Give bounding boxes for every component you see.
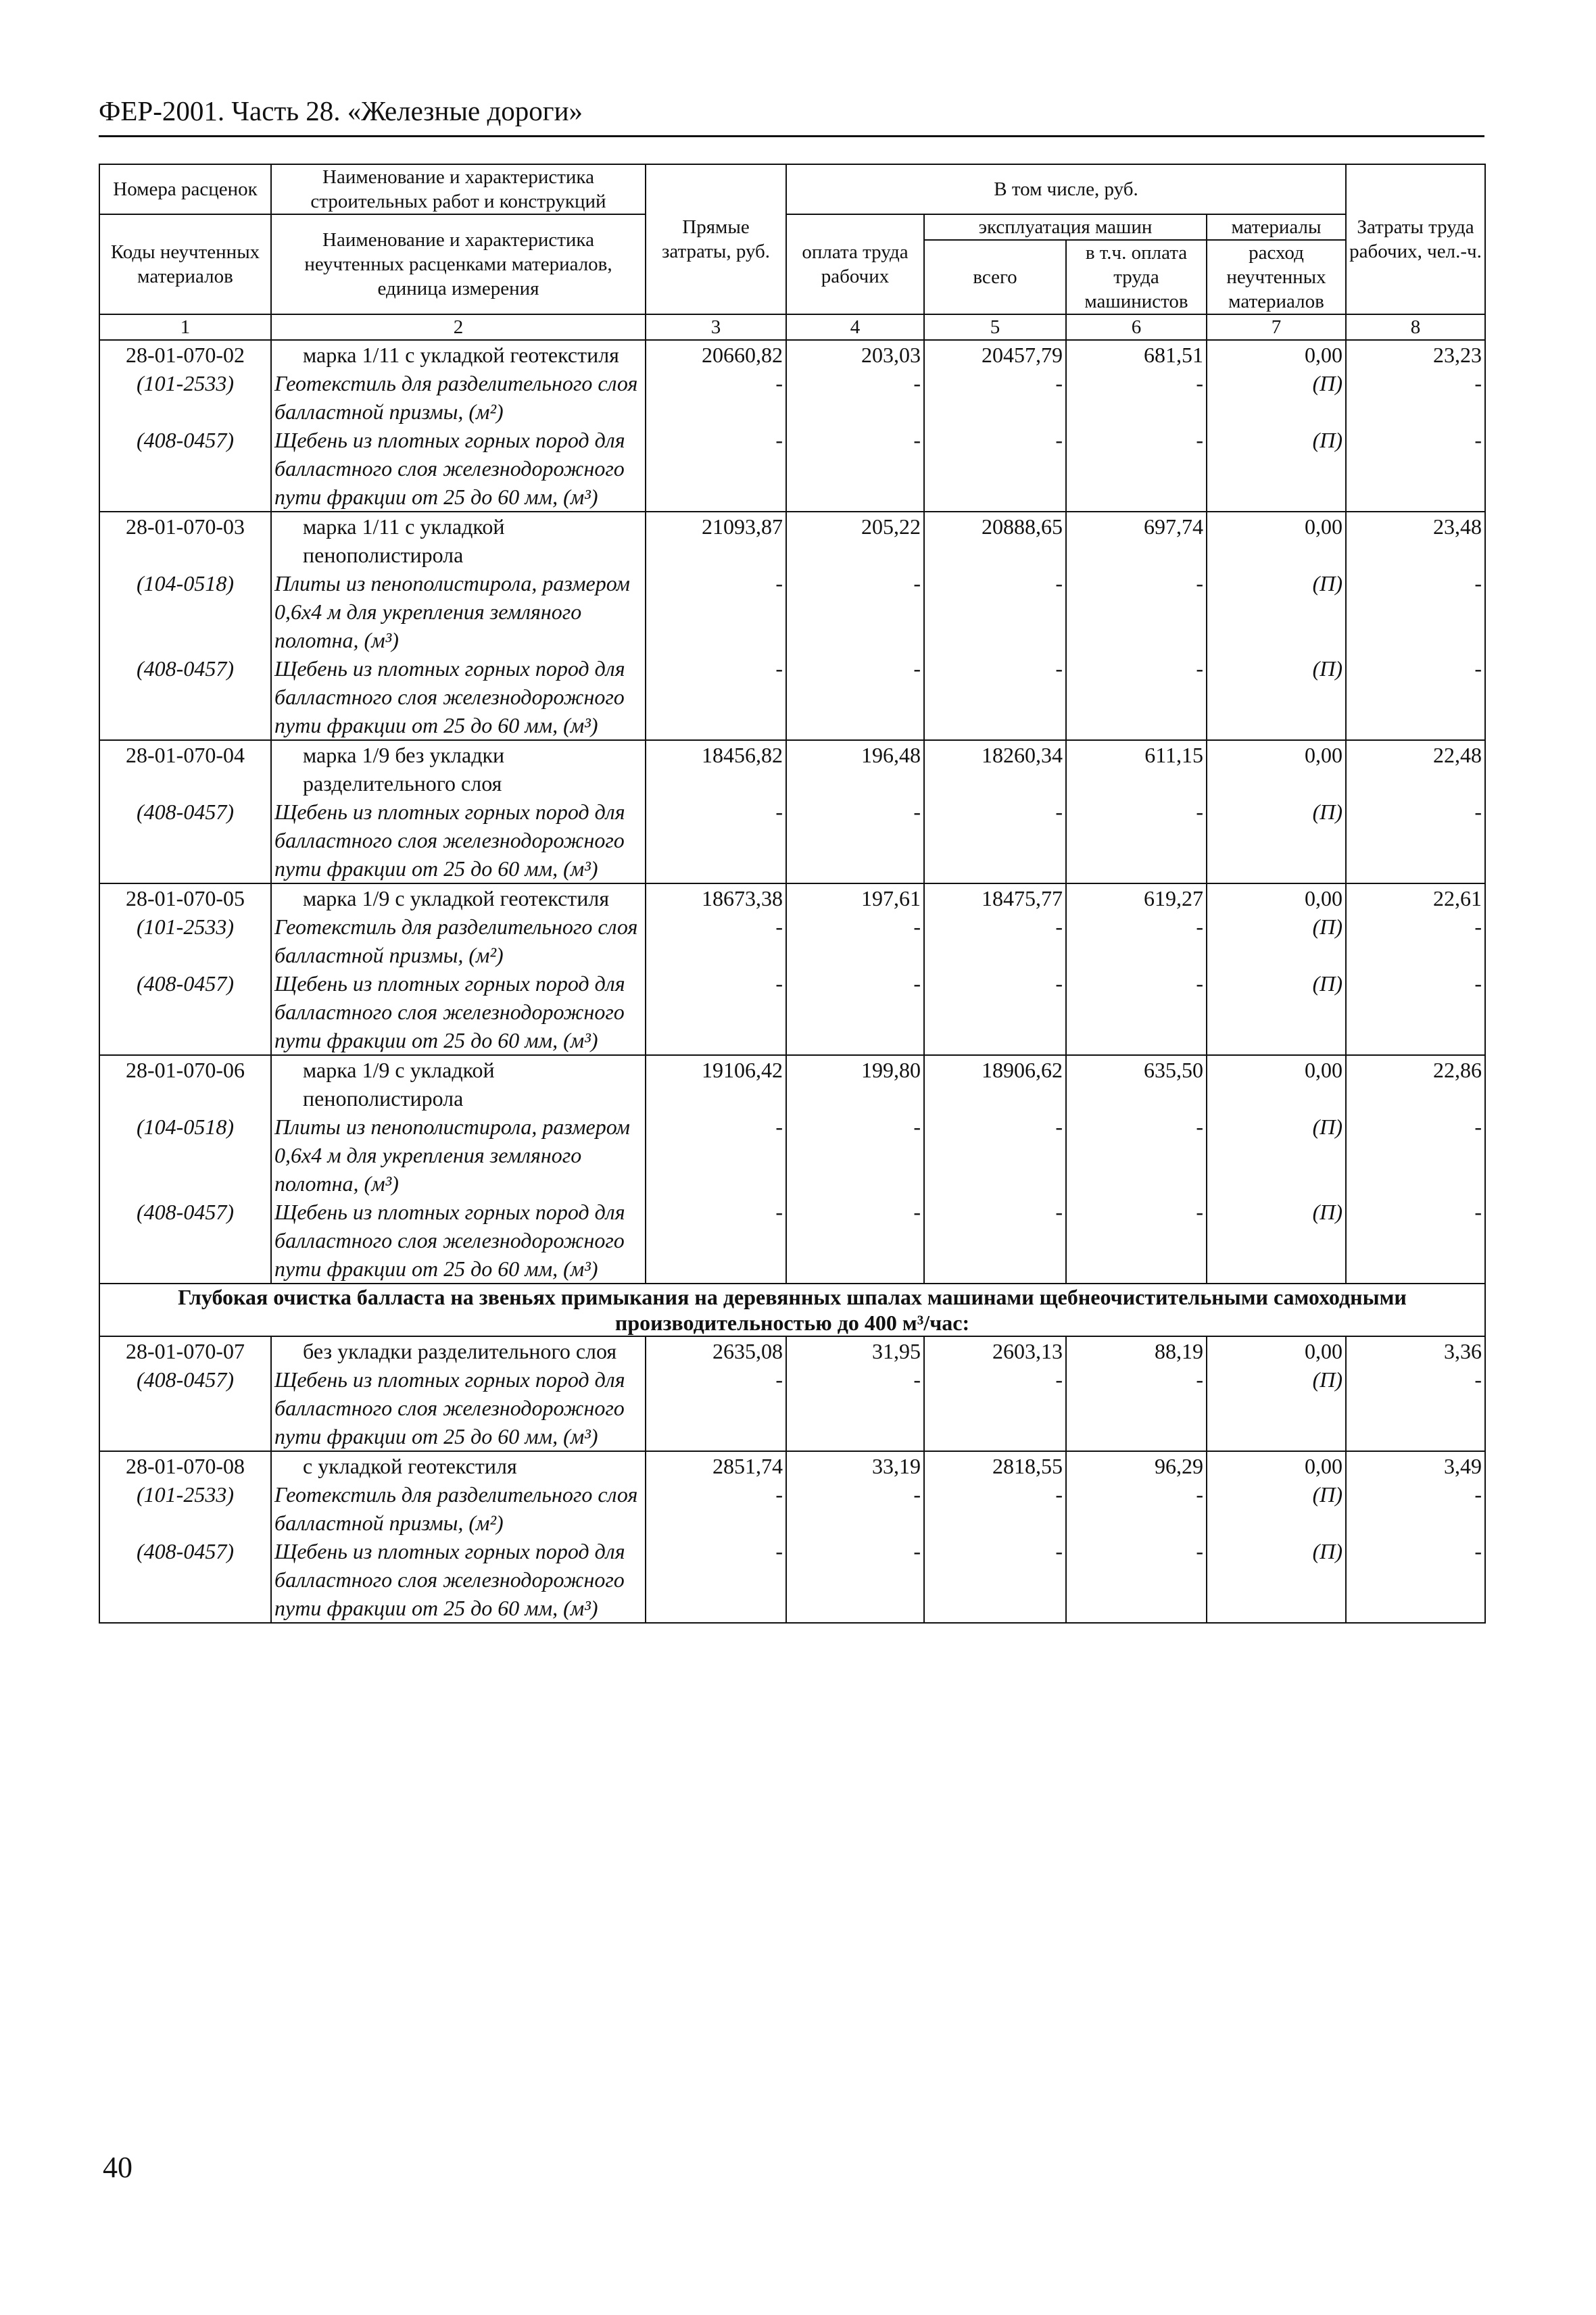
col-number: 3 <box>646 314 786 340</box>
rate-description: марка 1/9 с укладкой геотекстиля <box>271 883 646 912</box>
dash-cell: - <box>786 1365 924 1451</box>
direct-costs: 2635,08 <box>646 1336 786 1365</box>
materials-cost: 0,00 <box>1207 1055 1346 1113</box>
table-row <box>99 883 1485 912</box>
labor-hours: 3,36 <box>1346 1336 1485 1365</box>
dash-cell: - <box>924 1537 1066 1623</box>
dash-cell: - <box>786 912 924 969</box>
materials-cost: 0,00 <box>1207 340 1346 369</box>
dash-cell: - <box>924 798 1066 883</box>
materials-cost: 0,00 <box>1207 1451 1346 1480</box>
dash-cell: - <box>1066 654 1207 740</box>
dash-cell: - <box>786 1198 924 1284</box>
machines-header: эксплуатация машин <box>924 214 1207 240</box>
table-row <box>99 740 1485 798</box>
dash-cell: - <box>924 369 1066 426</box>
labor-hours: 3,49 <box>1346 1451 1485 1480</box>
p-mark: (П) <box>1207 1480 1346 1537</box>
labor-hours: 23,23 <box>1346 340 1485 369</box>
p-mark: (П) <box>1207 369 1346 426</box>
col-number: 4 <box>786 314 924 340</box>
p-mark: (П) <box>1207 1113 1346 1198</box>
machines-total: 2818,55 <box>924 1451 1066 1480</box>
dash-cell: - <box>786 969 924 1055</box>
table-row <box>99 512 1485 569</box>
dash-cell: - <box>924 569 1066 654</box>
dash-cell: - <box>1066 1113 1207 1198</box>
dash-cell: - <box>1066 969 1207 1055</box>
material-code: (101-2533) <box>99 912 271 969</box>
group-header: В том числе, руб. <box>786 164 1346 214</box>
dash-cell: - <box>646 1198 786 1284</box>
material-code: (408-0457) <box>99 426 271 512</box>
rate-description: марка 1/11 с укладкой пенополистирола <box>271 512 646 569</box>
p-mark: (П) <box>1207 912 1346 969</box>
col2-top: Наименование и характеристика строительных работ и конструкций <box>271 164 646 214</box>
col8-header: Затраты труда рабочих, чел.-ч. <box>1346 164 1485 314</box>
material-row <box>99 1480 1485 1537</box>
machines-total: 18260,34 <box>924 740 1066 798</box>
labor-pay: 196,48 <box>786 740 924 798</box>
col2-bottom: Наименование и характеристика неучтенных расценками материалов, единица измерения <box>271 214 646 314</box>
materials-cost: 0,00 <box>1207 1336 1346 1365</box>
machinist-pay: 635,50 <box>1066 1055 1207 1113</box>
material-code: (104-0518) <box>99 569 271 654</box>
material-description: Плиты из пенополистирола, размером 0,6х4 м для укрепления земляного полотна, (м³) <box>271 1113 646 1198</box>
labor-hours: 22,86 <box>1346 1055 1485 1113</box>
dash-cell: - <box>646 1365 786 1451</box>
dash-cell: - <box>1346 1113 1485 1198</box>
material-description: Щебень из плотных горных пород для балластного слоя железнодорожного пути фракции от 25 до 60 мм, (м³) <box>271 1198 646 1284</box>
dash-cell: - <box>646 426 786 512</box>
table-header <box>99 164 1485 340</box>
col-number: 2 <box>271 314 646 340</box>
dash-cell: - <box>924 654 1066 740</box>
dash-cell: - <box>1346 654 1485 740</box>
table-row <box>99 340 1485 369</box>
material-row <box>99 1113 1485 1198</box>
rate-code: 28-01-070-08 <box>99 1451 271 1480</box>
material-code: (408-0457) <box>99 1365 271 1451</box>
dash-cell: - <box>924 426 1066 512</box>
rate-code: 28-01-070-05 <box>99 883 271 912</box>
col-number: 6 <box>1066 314 1207 340</box>
rate-group <box>99 1451 1485 1623</box>
section-group <box>99 1284 1485 1336</box>
material-row <box>99 1198 1485 1284</box>
rate-description: марка 1/9 с укладкой пенополистирола <box>271 1055 646 1113</box>
machinist-pay: 619,27 <box>1066 883 1207 912</box>
dash-cell: - <box>1346 969 1485 1055</box>
rate-description: с укладкой геотекстиля <box>271 1451 646 1480</box>
material-row <box>99 426 1485 512</box>
p-mark: (П) <box>1207 654 1346 740</box>
column-numbers-row <box>99 314 1485 340</box>
dash-cell: - <box>646 798 786 883</box>
table-row <box>99 1451 1485 1480</box>
col5-header: всего <box>924 240 1066 314</box>
dash-cell: - <box>1346 1480 1485 1537</box>
rate-description: без укладки разделительного слоя <box>271 1336 646 1365</box>
dash-cell: - <box>1066 369 1207 426</box>
material-description: Геотекстиль для разделительного слоя балластной призмы, (м²) <box>271 369 646 426</box>
page-number: 40 <box>103 2151 132 2184</box>
material-code: (101-2533) <box>99 1480 271 1537</box>
dash-cell: - <box>1066 912 1207 969</box>
header-rule <box>99 135 1484 137</box>
col1-bottom: Коды неучтенных материалов <box>99 214 271 314</box>
rate-group <box>99 340 1485 512</box>
rate-group <box>99 1336 1485 1451</box>
material-code: (101-2533) <box>99 369 271 426</box>
machinist-pay: 611,15 <box>1066 740 1207 798</box>
p-mark: (П) <box>1207 426 1346 512</box>
material-code: (408-0457) <box>99 1198 271 1284</box>
material-row <box>99 369 1485 426</box>
dash-cell: - <box>924 912 1066 969</box>
material-code: (408-0457) <box>99 969 271 1055</box>
material-code: (408-0457) <box>99 798 271 883</box>
dash-cell: - <box>1346 369 1485 426</box>
labor-pay: 31,95 <box>786 1336 924 1365</box>
dash-cell: - <box>786 1480 924 1537</box>
col4-header: оплата труда рабочих <box>786 214 924 314</box>
col-number: 7 <box>1207 314 1346 340</box>
material-description: Щебень из плотных горных пород для балластного слоя железнодорожного пути фракции от 25 до 60 мм, (м³) <box>271 654 646 740</box>
material-code: (408-0457) <box>99 654 271 740</box>
p-mark: (П) <box>1207 1198 1346 1284</box>
rates-table <box>99 164 1486 1624</box>
dash-cell: - <box>646 912 786 969</box>
dash-cell: - <box>1346 426 1485 512</box>
material-description: Щебень из плотных горных пород для балластного слоя железнодорожного пути фракции от 25 до 60 мм, (м³) <box>271 1537 646 1623</box>
rate-code: 28-01-070-03 <box>99 512 271 569</box>
col7-header: расход неучтенных материалов <box>1207 240 1346 314</box>
dash-cell: - <box>924 1480 1066 1537</box>
labor-hours: 22,61 <box>1346 883 1485 912</box>
rate-code: 28-01-070-06 <box>99 1055 271 1113</box>
labor-hours: 22,48 <box>1346 740 1485 798</box>
machinist-pay: 96,29 <box>1066 1451 1207 1480</box>
col1-top: Номера расценок <box>99 164 271 214</box>
materials-cost: 0,00 <box>1207 512 1346 569</box>
rate-group <box>99 1055 1485 1284</box>
material-description: Щебень из плотных горных пород для балластного слоя железнодорожного пути фракции от 25 до 60 мм, (м³) <box>271 969 646 1055</box>
col-number: 8 <box>1346 314 1485 340</box>
p-mark: (П) <box>1207 969 1346 1055</box>
dash-cell: - <box>1346 798 1485 883</box>
dash-cell: - <box>786 798 924 883</box>
dash-cell: - <box>646 969 786 1055</box>
materials-header: материалы <box>1207 214 1346 240</box>
dash-cell: - <box>1066 798 1207 883</box>
material-description: Плиты из пенополистирола, размером 0,6х4 м для укрепления земляного полотна, (м³) <box>271 569 646 654</box>
col3-header: Прямые затраты, руб. <box>646 164 786 314</box>
dash-cell: - <box>786 569 924 654</box>
dash-cell: - <box>1066 1480 1207 1537</box>
direct-costs: 18673,38 <box>646 883 786 912</box>
dash-cell: - <box>1066 569 1207 654</box>
labor-pay: 199,80 <box>786 1055 924 1113</box>
machinist-pay: 681,51 <box>1066 340 1207 369</box>
dash-cell: - <box>1346 569 1485 654</box>
rate-code: 28-01-070-02 <box>99 340 271 369</box>
dash-cell: - <box>1346 1537 1485 1623</box>
machines-total: 18906,62 <box>924 1055 1066 1113</box>
labor-pay: 203,03 <box>786 340 924 369</box>
material-code: (408-0457) <box>99 1537 271 1623</box>
machines-total: 2603,13 <box>924 1336 1066 1365</box>
p-mark: (П) <box>1207 1365 1346 1451</box>
dash-cell: - <box>646 654 786 740</box>
material-row <box>99 1537 1485 1623</box>
dash-cell: - <box>1066 1537 1207 1623</box>
p-mark: (П) <box>1207 798 1346 883</box>
dash-cell: - <box>646 1537 786 1623</box>
material-row <box>99 798 1485 883</box>
materials-cost: 0,00 <box>1207 740 1346 798</box>
rate-group <box>99 512 1485 740</box>
dash-cell: - <box>786 1113 924 1198</box>
materials-cost: 0,00 <box>1207 883 1346 912</box>
col-number: 1 <box>99 314 271 340</box>
rate-description: марка 1/9 без укладки разделительного слоя <box>271 740 646 798</box>
dash-cell: - <box>924 1113 1066 1198</box>
direct-costs: 19106,42 <box>646 1055 786 1113</box>
dash-cell: - <box>924 969 1066 1055</box>
machines-total: 18475,77 <box>924 883 1066 912</box>
material-row <box>99 969 1485 1055</box>
page-header: ФЕР-2001. Часть 28. «Железные дороги» <box>99 95 583 126</box>
dash-cell: - <box>646 1113 786 1198</box>
material-description: Щебень из плотных горных пород для балластного слоя железнодорожного пути фракции от 25 до 60 мм, (м³) <box>271 798 646 883</box>
dash-cell: - <box>1346 1198 1485 1284</box>
material-row <box>99 912 1485 969</box>
direct-costs: 21093,87 <box>646 512 786 569</box>
machinist-pay: 697,74 <box>1066 512 1207 569</box>
dash-cell: - <box>1066 1365 1207 1451</box>
dash-cell: - <box>786 369 924 426</box>
rate-group <box>99 883 1485 1055</box>
dash-cell: - <box>1066 1198 1207 1284</box>
material-description: Щебень из плотных горных пород для балластного слоя железнодорожного пути фракции от 25 до 60 мм, (м³) <box>271 426 646 512</box>
labor-pay: 197,61 <box>786 883 924 912</box>
material-description: Щебень из плотных горных пород для балластного слоя железнодорожного пути фракции от 25 до 60 мм, (м³) <box>271 1365 646 1451</box>
table-row <box>99 1336 1485 1365</box>
machines-total: 20888,65 <box>924 512 1066 569</box>
dash-cell: - <box>786 654 924 740</box>
section-row <box>99 1284 1485 1336</box>
dash-cell: - <box>646 369 786 426</box>
table-row <box>99 1055 1485 1113</box>
section-title: Глубокая очистка балласта на звеньях примыкания на деревянных шпалах машинами щебнеочистительными самоходными производительностью до 400 м³/час: <box>99 1284 1485 1336</box>
material-row <box>99 654 1485 740</box>
direct-costs: 20660,82 <box>646 340 786 369</box>
rate-description: марка 1/11 с укладкой геотекстиля <box>271 340 646 369</box>
material-row <box>99 569 1485 654</box>
dash-cell: - <box>1346 1365 1485 1451</box>
material-row <box>99 1365 1485 1451</box>
dash-cell: - <box>924 1365 1066 1451</box>
rate-group <box>99 740 1485 883</box>
rate-code: 28-01-070-07 <box>99 1336 271 1365</box>
machines-total: 20457,79 <box>924 340 1066 369</box>
rate-code: 28-01-070-04 <box>99 740 271 798</box>
material-description: Геотекстиль для разделительного слоя балластной призмы, (м²) <box>271 1480 646 1537</box>
material-description: Геотекстиль для разделительного слоя балластной призмы, (м²) <box>271 912 646 969</box>
p-mark: (П) <box>1207 1537 1346 1623</box>
direct-costs: 18456,82 <box>646 740 786 798</box>
dash-cell: - <box>646 1480 786 1537</box>
dash-cell: - <box>1066 426 1207 512</box>
p-mark: (П) <box>1207 569 1346 654</box>
labor-pay: 205,22 <box>786 512 924 569</box>
material-code: (104-0518) <box>99 1113 271 1198</box>
labor-hours: 23,48 <box>1346 512 1485 569</box>
direct-costs: 2851,74 <box>646 1451 786 1480</box>
machinist-pay: 88,19 <box>1066 1336 1207 1365</box>
dash-cell: - <box>646 569 786 654</box>
labor-pay: 33,19 <box>786 1451 924 1480</box>
col-number: 5 <box>924 314 1066 340</box>
dash-cell: - <box>786 1537 924 1623</box>
dash-cell: - <box>786 426 924 512</box>
col6-header: в т.ч. оплата труда машинистов <box>1066 240 1207 314</box>
dash-cell: - <box>924 1198 1066 1284</box>
dash-cell: - <box>1346 912 1485 969</box>
